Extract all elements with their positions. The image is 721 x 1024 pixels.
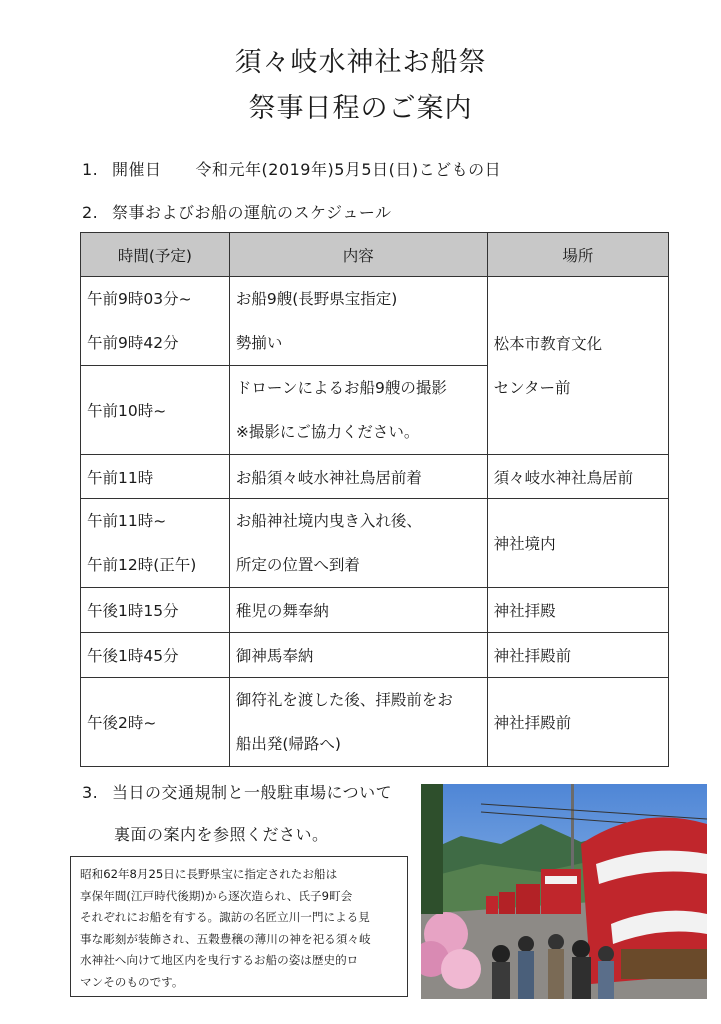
place-cell: 松本市教育文化 センター前 (487, 277, 668, 455)
table-header-row (81, 233, 669, 277)
place-cell: 神社拝殿 (487, 588, 668, 633)
time-cell: 午後1時45分 (81, 633, 230, 678)
festival-photo-illustration (421, 784, 707, 999)
section-number: 1. (82, 160, 99, 179)
section-date (82, 157, 501, 180)
section-number: 2. (82, 203, 99, 222)
section-traffic (82, 780, 392, 803)
content-cell: お船神社境内曳き入れ後、 所定の位置へ到着 (229, 499, 487, 588)
note-line: 水神社へ向けて地区内を曳行するお船の姿は歴史的ロ (80, 953, 359, 968)
table-row (81, 455, 669, 499)
table-row (81, 277, 669, 366)
page-title: 須々岐水神社お船祭 (234, 47, 487, 78)
content-cell: ドローンによるお船9艘の撮影 ※撮影にご協力ください。 (229, 366, 487, 455)
schedule-table (80, 232, 669, 767)
place-cell: 神社境内 (487, 499, 668, 588)
time-cell: 午前11時~ 午前12時(正午) (81, 499, 230, 588)
time-cell: 午前9時03分~ 午前9時42分 (81, 277, 230, 366)
time-cell: 午前10時~ (81, 366, 230, 455)
page-subtitle: 祭事日程のご案内 (248, 93, 473, 124)
traffic-note: 裏面の案内を参照ください。 (114, 825, 329, 844)
note-line: 事な彫刻が装飾され、五穀豊穣の薄川の神を祀る須々岐 (80, 931, 371, 946)
place-cell: 須々岐水神社鳥居前 (487, 455, 668, 499)
content-cell: お船須々岐水神社鳥居前着 (229, 455, 487, 499)
note-line: それぞれにお船を有する。諏訪の名匠立川一門による見 (80, 910, 370, 925)
festival-photo (421, 784, 707, 999)
content-cell: お船9艘(長野県宝指定) 勢揃い (229, 277, 487, 366)
note-line: マンそのものです。 (80, 974, 184, 989)
section-label: 祭事およびお船の運航のスケジュール (112, 203, 392, 222)
content-cell: 御符礼を渡した後、拝殿前をお 船出発(帰路へ) (229, 678, 487, 767)
content-cell: 稚児の舞奉納 (229, 588, 487, 633)
section-schedule (82, 200, 392, 223)
table-row (81, 633, 669, 678)
time-cell: 午前11時 (81, 455, 230, 499)
note-line: 昭和62年8月25日に長野県宝に指定されたお船は (80, 867, 338, 881)
content-cell: 御神馬奉納 (229, 633, 487, 678)
note-line: 享保年間(江戸時代後期)から逐次造られ、氏子9町会 (80, 888, 353, 903)
event-date: 令和元年(2019年)5月5日(日)こどもの日 (195, 160, 502, 179)
section-label: 当日の交通規制と一般駐車場について (112, 783, 393, 802)
table-row (81, 678, 669, 767)
header-content: 内容 (229, 233, 487, 277)
section-label: 開催日 (112, 160, 162, 179)
header-time: 時間(予定) (81, 233, 230, 277)
time-cell: 午後2時~ (81, 678, 230, 767)
header-place: 場所 (487, 233, 668, 277)
table-row (81, 588, 669, 633)
place-cell: 神社拝殿前 (487, 633, 668, 678)
place-cell: 神社拝殿前 (487, 678, 668, 767)
time-cell: 午後1時15分 (81, 588, 230, 633)
section-number: 3. (82, 783, 99, 802)
table-row (81, 499, 669, 588)
history-note (70, 856, 408, 997)
